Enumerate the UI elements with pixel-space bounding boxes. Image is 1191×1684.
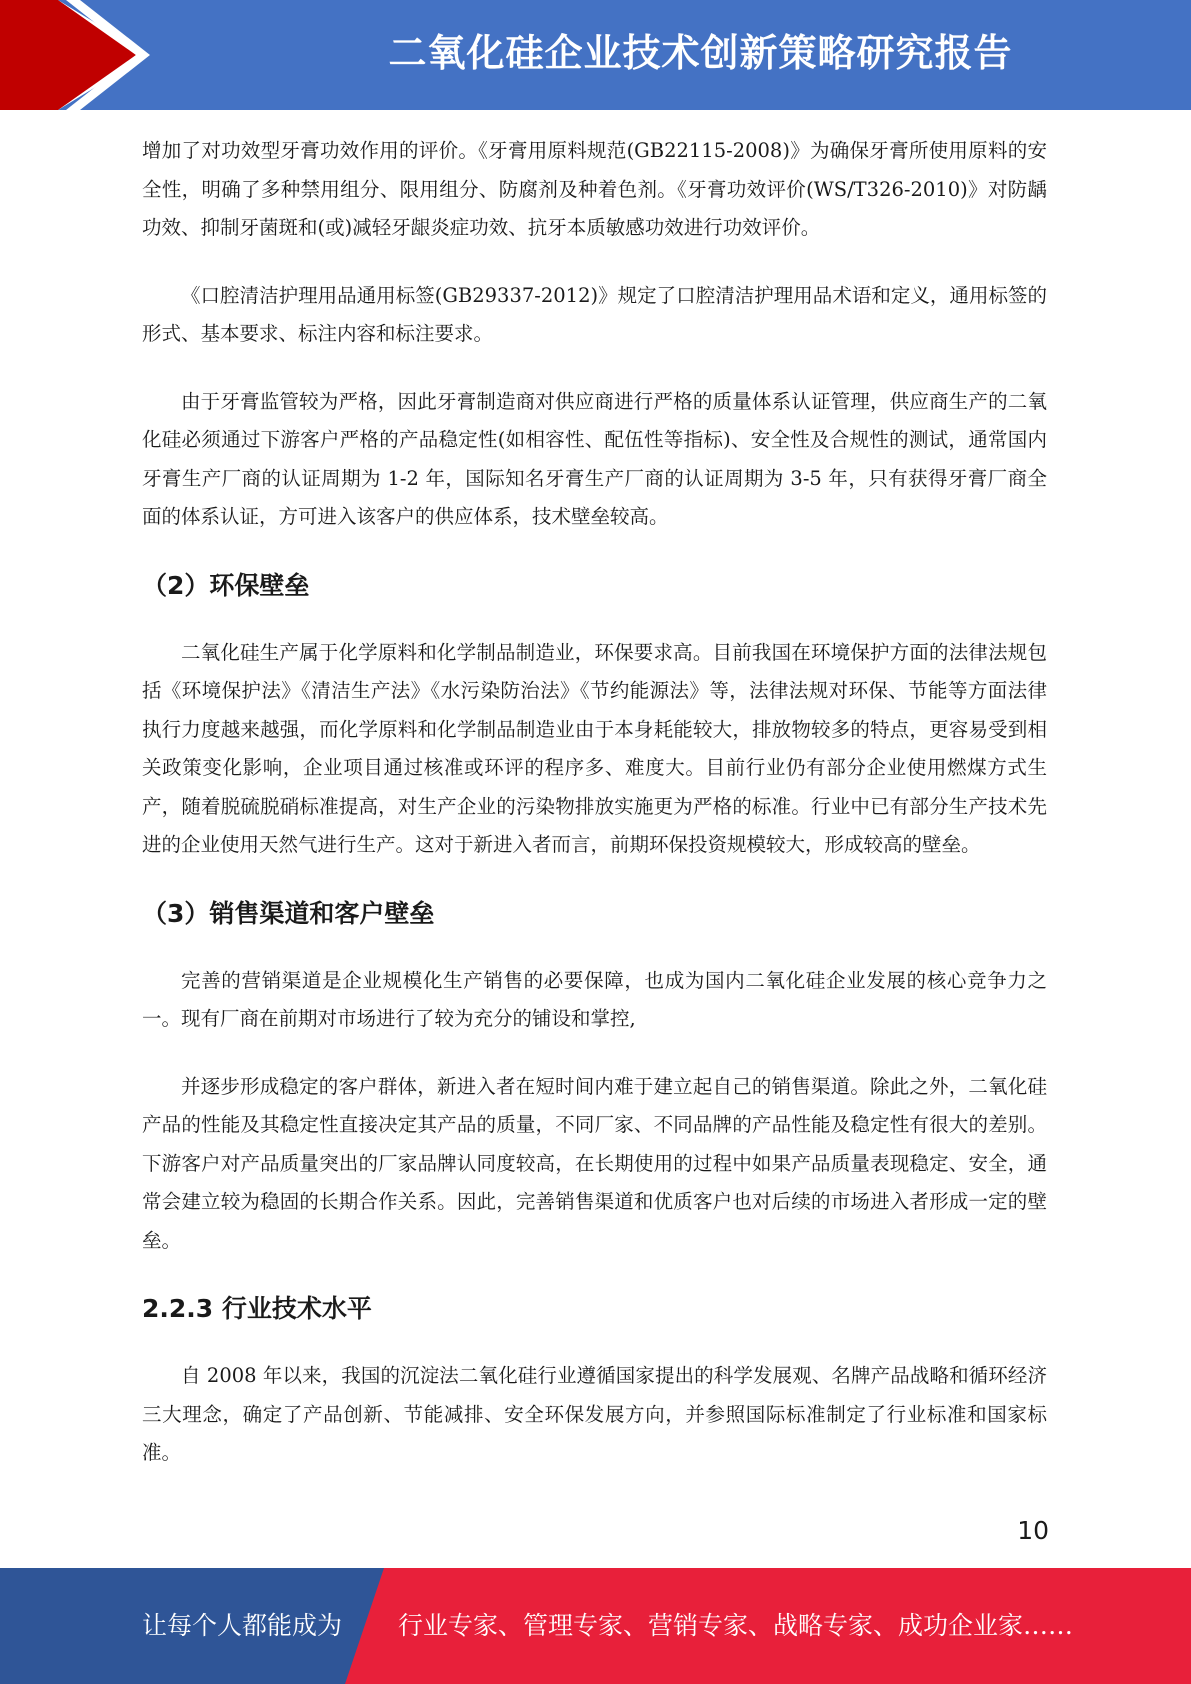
paragraph-customer-group: 并逐步形成稳定的客户群体，新进入者在短时间内难于建立起自己的销售渠道。除此之外，二氧化硅产品的性能及其稳定性直接决定其产品的质量，不同厂家、不同品牌的产品性能及稳定性有很大的差别。下游客户对产品质量突出的厂家品牌认同度较高，在长期使用的过程中如果产品质量表现稳定、安全，通常会建立较为稳固的长期合作关系。因此，完善销售渠道和优质客户也对后续的市场进入者形成一定的壁垒。 — [142, 1074, 1047, 1252]
paragraph-technology-level: 自 2008 年以来，我国的沉淀法二氧化硅行业遵循国家提出的科学发展观、名牌产品战略和循环经济三大理念，确定了产品创新、节能减排、安全环保发展方向，并参照国际标准制定了行业标准和国家标准。 — [142, 1364, 1047, 1464]
page-content — [142, 132, 1047, 1502]
heading-environmental-barrier: （2）环保壁垒 — [142, 570, 310, 600]
footer-slogan-right: 行业专家、管理专家、营销专家、战略专家、成功企业家…… — [398, 1611, 1074, 1640]
paragraph-labeling-standard: 《口腔清洁护理用品通用标签(GB29337-2012)》规定了口腔清洁护理用品术语和定义，通用标签的形式、基本要求、标注内容和标注要求。 — [142, 283, 1047, 345]
header-arrow-decoration — [0, 0, 150, 110]
document-title: 二氧化硅企业技术创新策略研究报告 — [388, 31, 1013, 75]
paragraph-certification: 由于牙膏监管较为严格，因此牙膏制造商对供应商进行严格的质量体系认证管理，供应商生产的二氧化硅必须通过下游客户严格的产品稳定性(如相容性、配伍性等指标)、安全性及合规性的测试，通常国内牙膏生产厂商的认证周期为 1-2 年，国际知名牙膏生产厂商的认证周期为 3-5 年，只有获得牙膏厂商全面的体系认证，方可进入该客户的供应体系，技术壁垒较高。 — [142, 389, 1047, 528]
paragraph-toothpaste-standards: 增加了对功效型牙膏功效作用的评价。《牙膏用原料规范(GB22115-2008)》为确保牙膏所使用原料的安全性，明确了多种禁用组分、限用组分、防腐剂及种着色剂。《牙膏功效评价(WS/T326-2010)》对防龋功效、抑制牙菌斑和(或)减轻牙龈炎症功效、抗牙本质敏感功效进行功效评价。 — [142, 139, 1047, 239]
footer-slogan-left: 让每个人都能成为 — [142, 1611, 343, 1640]
heading-technology-level: 2.2.3 行业技术水平 — [142, 1294, 372, 1323]
paragraph-sales-channel: 完善的营销渠道是企业规模化生产销售的必要保障，也成为国内二氧化硅企业发展的核心竞争力之一。现有厂商在前期对市场进行了较为充分的铺设和掌控, — [142, 968, 1047, 1030]
header-banner — [0, 0, 1191, 110]
page-number: 10 — [1017, 1516, 1049, 1545]
paragraph-environmental-barrier: 二氧化硅生产属于化学原料和化学制品制造业，环保要求高。目前我国在环境保护方面的法律法规包括《环境保护法》《清洁生产法》《水污染防治法》《节约能源法》等，法律法规对环保、节能等方面法律执行力度越来越强，而化学原料和化学制品制造业由于本身耗能较大，排放物较多的特点，更容易受到相关政策变化影响，企业项目通过核准或环评的程序多、难度大。目前行业仍有部分企业使用燃煤方式生产，随着脱硫脱硝标准提高，对生产企业的污染物排放实施更为严格的标准。行业中已有部分生产技术先进的企业使用天然气进行生产。这对于新进入者而言，前期环保投资规模较大，形成较高的壁垒。 — [142, 640, 1047, 856]
footer-banner — [0, 1568, 1191, 1684]
heading-sales-channel-barrier: （3）销售渠道和客户壁垒 — [142, 898, 435, 928]
